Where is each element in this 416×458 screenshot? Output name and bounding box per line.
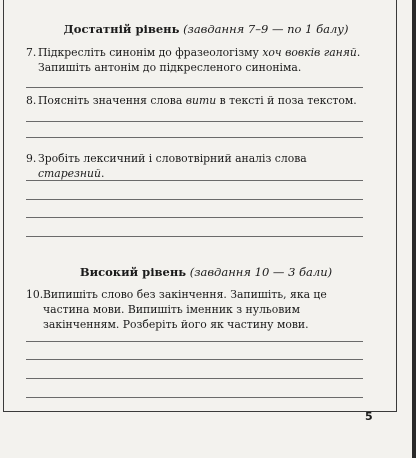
heading-high-level (0, 265, 412, 279)
task-10-number: 10. (26, 288, 44, 301)
task-10 (26, 287, 371, 332)
task-7-phrase: хоч вовків ганяй (262, 46, 357, 59)
heading-high-level-points: (завдання 10 — 3 бали) (189, 265, 333, 279)
answer-line[interactable] (26, 236, 363, 237)
task-9 (26, 151, 371, 181)
task-7-number: 7. (26, 46, 37, 59)
task-8-word: вити (185, 94, 217, 107)
task-9-text-a: Зробіть лексичний і словотвірний аналіз слова (38, 152, 307, 165)
heading-sufficient-level-points: (завдання 7–9 — по 1 балу) (183, 22, 349, 36)
task-10-text: Випишіть слово без закінчення. Запишіть, яка це частина мови. Випишіть іменник з нульовим закінченням. Розберіть його як частину мови. (43, 288, 327, 331)
task-8-number: 8. (26, 94, 37, 107)
task-7 (26, 45, 371, 75)
task-8-text-b: в тексті й поза текстом. (216, 94, 357, 107)
task-7-text-a: Підкресліть синонім до фразеологізму (38, 46, 263, 59)
answer-line[interactable] (26, 87, 363, 88)
heading-high-level-title: Високий рівень (79, 265, 187, 279)
task-7-text-b: . Запишіть антонім до підкресленого синоніма. (38, 46, 361, 74)
answer-line[interactable] (26, 397, 363, 398)
heading-sufficient-level-title: Достатній рівень (63, 22, 180, 36)
answer-line[interactable] (26, 137, 363, 138)
answer-line[interactable] (26, 199, 363, 200)
task-8 (26, 93, 371, 108)
answer-line[interactable] (26, 341, 363, 342)
task-9-word: старезний (38, 167, 101, 180)
task-9-text-b: . (100, 167, 105, 180)
answer-line[interactable] (26, 378, 363, 379)
answer-line[interactable] (26, 180, 363, 181)
answer-line[interactable] (26, 217, 363, 218)
task-8-text-a: Поясніть значення слова (38, 94, 186, 107)
task-9-number: 9. (26, 152, 37, 165)
heading-sufficient-level (0, 22, 412, 36)
answer-line[interactable] (26, 359, 363, 360)
page-number: 5 (365, 410, 373, 423)
answer-line[interactable] (26, 121, 363, 122)
